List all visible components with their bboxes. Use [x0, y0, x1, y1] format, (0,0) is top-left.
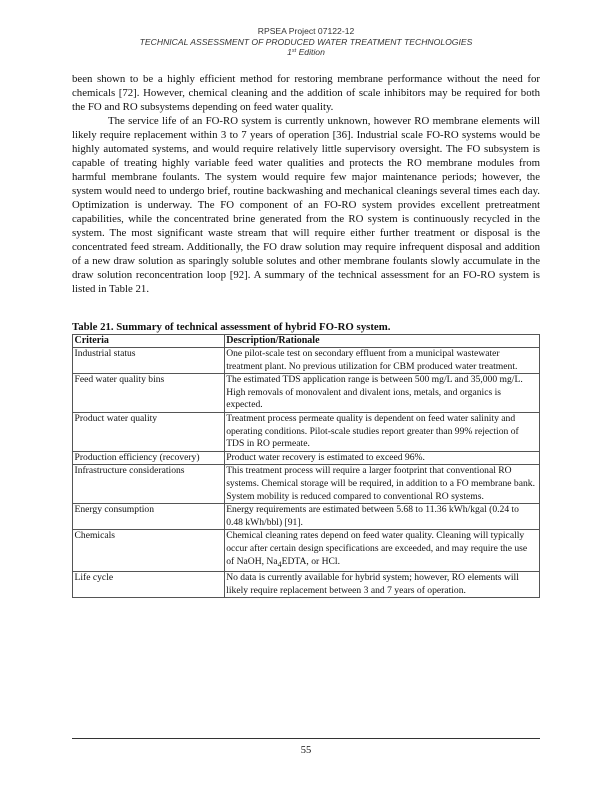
edition-number: 1 — [287, 47, 292, 57]
description-cell: No data is currently available for hybrid system; however, RO elements will likely require replacement between 3 and 7 years of operation. — [224, 572, 539, 598]
header-report-title: TECHNICAL ASSESSMENT OF PRODUCED WATER TREATMENT TECHNOLOGIES — [139, 36, 473, 47]
description-cell: One pilot-scale test on secondary effluent from a municipal wastewater treatment plant. No previous utilization for CBM produced water treatment. — [224, 348, 539, 374]
table-row — [73, 504, 540, 530]
criteria-cell: Product water quality — [73, 412, 225, 451]
criteria-cell: Infrastructure considerations — [73, 465, 225, 504]
table-row — [73, 412, 540, 451]
body-text — [72, 72, 540, 296]
criteria-cell: Feed water quality bins — [73, 374, 225, 413]
edition-word: Edition — [298, 47, 325, 57]
description-cell: The estimated TDS application range is between 500 mg/L and 35,000 mg/L. High removals of monovalent and divalent ions, metals, and organics is expected. — [224, 374, 539, 413]
description-cell — [224, 530, 539, 572]
table-row — [73, 451, 540, 465]
summary-table — [72, 334, 540, 598]
column-header-description: Description/Rationale — [224, 335, 539, 348]
description-line-extra: System mobility is reduced compared to conventional RO systems. — [226, 490, 484, 502]
table-row — [73, 530, 540, 572]
table-row — [73, 348, 540, 374]
description-text-post: EDTA, or HCl. — [281, 555, 340, 567]
header-edition — [0, 47, 612, 58]
table-row — [73, 465, 540, 504]
description-text-pre: Chemical cleaning rates depend on feed water quality. Cleaning will typically occur after certain design specifications are exceeded, and may require the use of NaOH, Na — [226, 530, 528, 567]
criteria-cell: Energy consumption — [73, 504, 225, 530]
table-header-row — [73, 335, 540, 348]
criteria-cell: Chemicals — [73, 530, 225, 572]
description-cell: Energy requirements are estimated between 5.68 to 11.36 kWh/kgal (0.24 to 0.48 kWh/bbl) [91]. — [224, 504, 539, 530]
paragraph-1: been shown to be a highly efficient method for restoring membrane performance without the need for chemicals [72]. However, chemical cleaning and the addition of scale inhibitors may be required for both the FO and RO subsystems depending on feed water quality. — [72, 73, 540, 113]
column-header-criteria: Criteria — [73, 335, 225, 348]
criteria-cell: Industrial status — [73, 348, 225, 374]
description-cell — [224, 465, 539, 504]
paragraph-2: The service life of an FO-RO system is currently unknown, however RO membrane elements will likely require replacement within 3 to 7 years of operation [36]. Industrial scale FO-RO systems would be highly automated systems, and would require relatively little supervisory oversight. The FO subsystem is capable of treating highly variable feed water qualities and protects the RO membrane modules from harmful membrane foulants. The system would require few major maintenance periods; however, the system would need to undergo brief, routine backwashing and mechanical cleanings several times each day. Optimization is underway. The FO component of an FO-RO system provides excellent pretreatment capabilities, while the concentrated brine generated from the RO system is continuously recycled in the system. The most significant waste stream that will require either further treatment or disposal is the concentrated feed stream. Additionally, the FO draw solution may require infrequent disposal and addition of a new draw solution as sparingly soluble solutes and other membrane foulants slowly accumulate in the draw solution reconcentration loop [92]. A summary of the technical assessment for an FO-RO system is listed in Table 21. — [72, 115, 540, 295]
page-number: 55 — [300, 745, 312, 756]
criteria-cell: Production efficiency (recovery) — [73, 451, 225, 465]
header-project: RPSEA Project 07122-12 — [257, 26, 355, 36]
description-cell: Product water recovery is estimated to exceed 96%. — [224, 451, 539, 465]
description-line: This treatment process will require a larger footprint that conventional RO systems. Chemical storage will be required, in addition to a FO membrane bank. — [226, 465, 535, 489]
edition-superscript: st — [291, 48, 297, 54]
description-cell: Treatment process permeate quality is dependent on feed water salinity and operating conditions. Pilot-scale studies report greater than 99% rejection of TDS in RO permeate. — [224, 412, 539, 451]
criteria-cell: Life cycle — [73, 572, 225, 598]
subscript-4: 4 — [277, 559, 282, 569]
table-row — [73, 374, 540, 413]
page-header — [0, 26, 612, 58]
table-row — [73, 572, 540, 598]
table-caption: Table 21. Summary of technical assessment of hybrid FO-RO system. — [72, 321, 391, 333]
footer-divider — [72, 738, 540, 739]
